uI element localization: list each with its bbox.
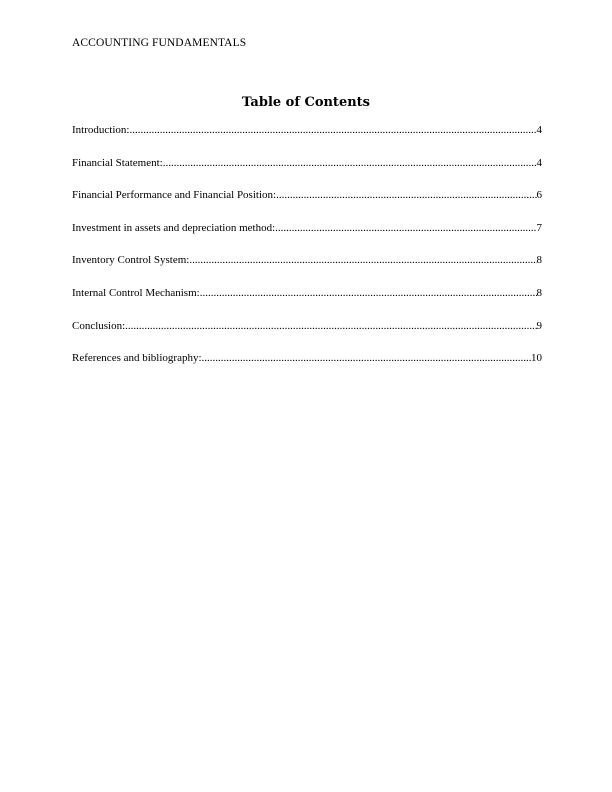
toc-entry-financial-performance[interactable]	[72, 189, 542, 222]
toc-entry-page-number: 8	[536, 286, 542, 299]
toc-entry-label: Introduction:	[72, 124, 130, 136]
toc-list	[72, 124, 542, 385]
toc-entry-page-number: 4	[536, 156, 542, 169]
toc-leader-dots	[200, 287, 537, 299]
toc-leader-dots	[189, 254, 536, 266]
toc-leader-dots	[129, 124, 536, 136]
toc-entry-page-number: 4	[536, 124, 542, 136]
toc-leader-dots	[125, 320, 536, 332]
toc-leader-dots	[276, 189, 536, 201]
toc-leader-dots	[163, 157, 537, 169]
toc-entry-label: Internal Control Mechanism:	[72, 286, 200, 299]
toc-entry-label: References and bibliography:	[72, 352, 202, 365]
toc-entry-label: Conclusion:	[72, 319, 126, 332]
toc-entry-page-number: 8	[536, 254, 542, 267]
toc-leader-dots	[202, 352, 531, 364]
toc-entry-introduction[interactable]	[72, 124, 542, 157]
toc-entry-label: Inventory Control System:	[72, 254, 190, 267]
toc-entry-inventory-control[interactable]	[72, 254, 542, 287]
running-header: ACCOUNTING FUNDAMENTALS	[72, 37, 247, 49]
toc-entry-page-number: 9	[536, 319, 542, 332]
toc-entry-page-number: 7	[536, 221, 542, 234]
toc-entry-investment-depreciation[interactable]	[72, 222, 542, 255]
toc-entry-label: Investment in assets and depreciation method:	[72, 221, 276, 234]
toc-entry-page-number: 6	[536, 189, 542, 202]
toc-entry-conclusion[interactable]	[72, 320, 542, 353]
toc-title: Table of Contents	[242, 95, 370, 110]
toc-entry-financial-statement[interactable]	[72, 157, 542, 190]
toc-leader-dots	[275, 222, 536, 234]
toc-entry-label: Financial Statement:	[72, 156, 163, 169]
toc-entry-internal-control[interactable]	[72, 287, 542, 320]
toc-entry-page-number: 10	[531, 352, 542, 365]
toc-entry-references[interactable]	[72, 352, 542, 385]
toc-entry-label: Financial Performance and Financial Position:	[72, 189, 277, 202]
